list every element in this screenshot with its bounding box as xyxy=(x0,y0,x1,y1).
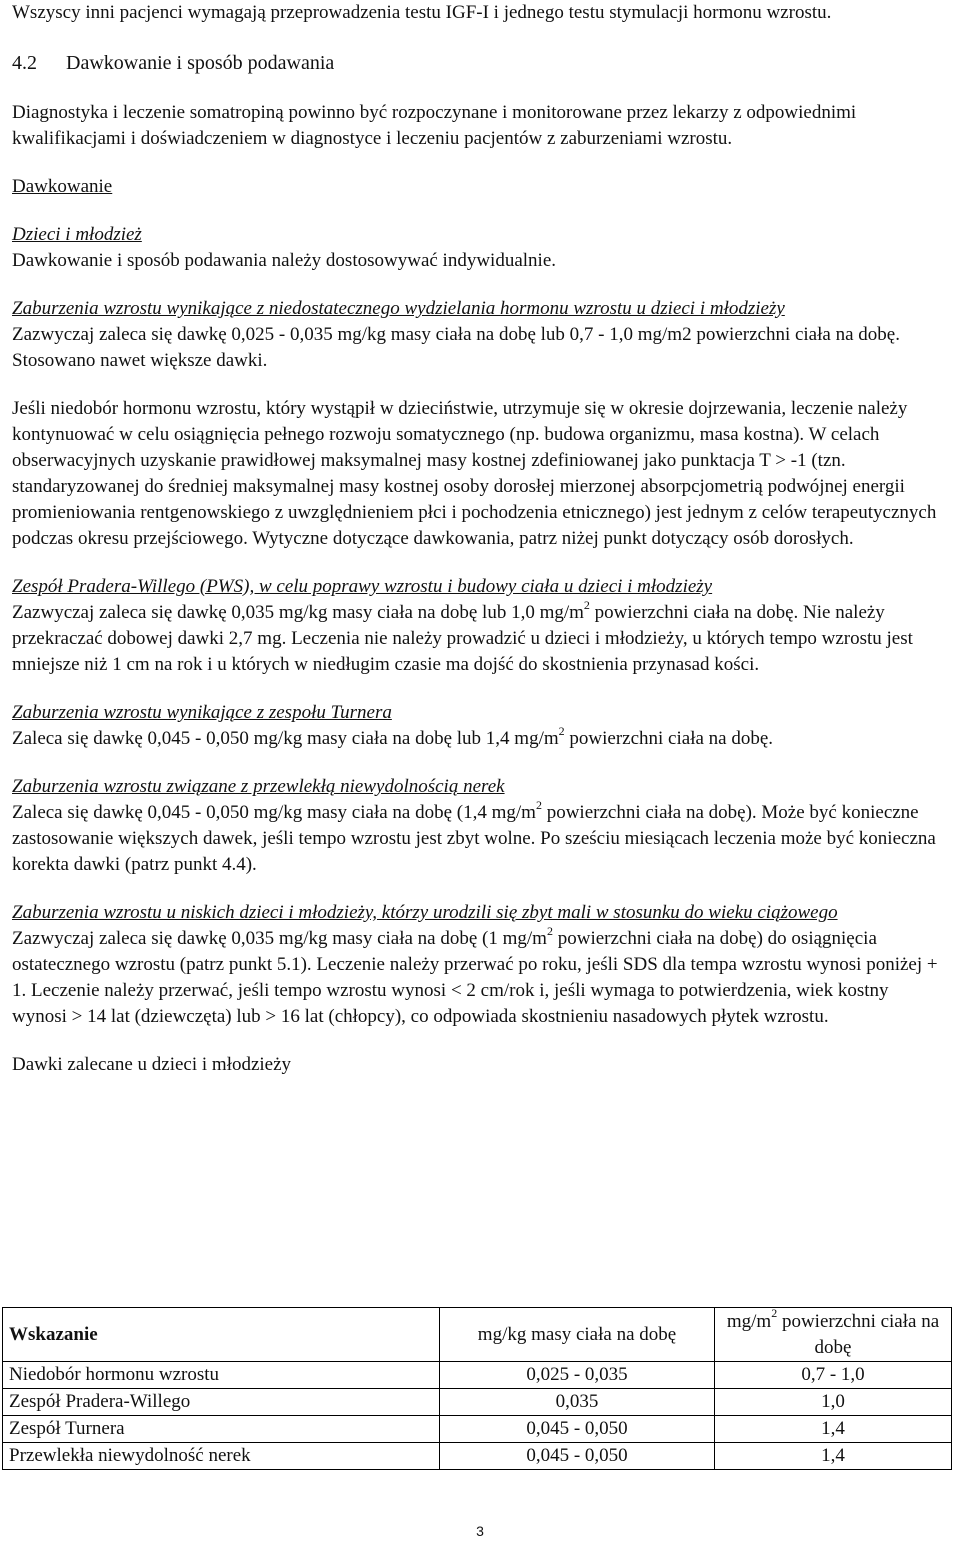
header-mgm2: $mg/m^2$ powierzchni ciała na dobę xyxy=(715,1308,952,1362)
diagnostics-paragraph: Diagnostyka i leczenie somatropiną powinno być rozpoczynane i monitorowane przez lekarzy z odpowiednimi kwalifikacjami i doświadczeniem w diagnostyce i leczeniu pacjentów z zaburzeniami wzrostu. xyxy=(12,102,857,149)
header-mgkg: mg/kg masy ciała na dobę xyxy=(440,1308,715,1362)
section-heading xyxy=(12,50,942,76)
page-number: 3 xyxy=(476,1523,484,1539)
intro-paragraph: Wszyscy inni pacjenci wymagają przeprowadzenia testu IGF-I i jednego testu stymulacji hormonu wzrostu. xyxy=(12,2,832,23)
transition-paragraph: Jeśli niedobór hormonu wzrostu, który wystąpił w dzieciństwie, utrzymuje się w okresie dojrzewania, leczenie należy kontynuować w celu osiągnięcia pełnego rozwoju somatycznego (np. budowa organizmu, masa kostna). W celach obserwacyjnych uzyskanie prawidłowej maksymalnej masy kostnej zdefiniowanej jako punktacja T > -1 (tzn. standaryzowanej do średniej maksymalnej masy kostnej osoby dorosłej mierzonej absorpcjometrią podwójnej energii promieniowania rentgenowskiego z uwzględnieniem płci i pochodzenia etnicznego) jest jednym z celów terapeutycznych podczas okresu przejściowego. Wytyczne dotyczące dawkowania, patrz niżej punkt dotyczący osób dorosłych. xyxy=(12,398,937,549)
table-row xyxy=(3,1362,952,1389)
ghd-heading: Zaburzenia wzrostu wynikające z niedostatecznego wydzielania hormonu wzrostu u dzieci i młodzieży xyxy=(12,298,785,319)
children-text: Dawkowanie i sposób podawania należy dostosowywać indywidualnie. xyxy=(12,250,557,271)
section-number: 4.2 xyxy=(12,52,37,74)
sga-heading: Zaburzenia wzrostu u niskich dzieci i młodzieży, którzy urodzili się zbyt mali w stosunku do wieku ciążowego xyxy=(12,902,838,923)
pws-heading: Zespół Pradera-Willego (PWS), w celu poprawy wzrostu i budowy ciała u dzieci i młodzieży xyxy=(12,576,713,597)
table-row xyxy=(3,1416,952,1443)
cell-mgm2: 1,0 xyxy=(715,1389,952,1416)
cell-mgm2: 0,7 - 1,0 xyxy=(715,1362,952,1389)
turner-text: Zaleca się dawkę 0,045 - 0,050 mg/kg masy ciała na dobę lub 1,4 $mg/m^2$ powierzchni ciała na dobę. xyxy=(12,723,774,749)
table-header-row xyxy=(3,1308,952,1362)
cell-mgm2: 1,4 xyxy=(715,1443,952,1470)
section-title: Dawkowanie i sposób podawania xyxy=(66,52,335,74)
ghd-text: Zazwyczaj zaleca się dawkę 0,025 - 0,035 mg/kg masy ciała na dobę lub 0,7 - 1,0 mg/m2 powierzchni ciała na dobę. Stosowano nawet większe dawki. xyxy=(12,324,900,371)
renal-text: Zaleca się dawkę 0,045 - 0,050 mg/kg masy ciała na dobę (1,4 $mg/m^2$ powierzchni ciała na dobę). Może być konieczne zastosowanie większych dawek, jeśli tempo wzrostu jest zbyt wolne. Po sześciu miesiącach leczenia może być konieczna korekta dawki (patrz punkt 4.4). xyxy=(12,797,936,875)
table-row xyxy=(3,1443,952,1470)
pws-text: Zazwyczaj zaleca się dawkę 0,035 mg/kg masy ciała na dobę lub 1,0 $mg/m^2$ powierzchni ciała na dobę. Nie należy przekraczać dobowej dawki 2,7 mg. Leczenia nie należy prowadzić u dzieci i młodzieży, u których tempo wzrostu jest mniejsze niż 1 cm na rok i u których w niedługim czasie ma dojść do skostnienia przynasad kości. xyxy=(12,597,913,675)
table-row xyxy=(3,1389,952,1416)
cell-indication: Przewlekła niewydolność nerek xyxy=(3,1443,440,1470)
cell-indication: Zespół Pradera-Willego xyxy=(3,1389,440,1416)
document-page xyxy=(12,0,942,1078)
dosage-table xyxy=(2,1307,952,1470)
cell-mgkg: 0,045 - 0,050 xyxy=(440,1416,715,1443)
cell-mgkg: 0,035 xyxy=(440,1389,715,1416)
cell-mgkg: 0,045 - 0,050 xyxy=(440,1443,715,1470)
cell-mgkg: 0,025 - 0,035 xyxy=(440,1362,715,1389)
turner-heading: Zaburzenia wzrostu wynikające z zespołu Turnera xyxy=(12,702,392,723)
renal-heading: Zaburzenia wzrostu związane z przewlekłą niewydolnością nerek xyxy=(12,776,505,797)
table-caption: Dawki zalecane u dzieci i młodzieży xyxy=(12,1054,292,1075)
header-indication: Wskazanie xyxy=(3,1308,440,1362)
cell-mgm2: 1,4 xyxy=(715,1416,952,1443)
cell-indication: Zespół Turnera xyxy=(3,1416,440,1443)
dosage-heading: Dawkowanie xyxy=(12,176,113,197)
cell-indication: Niedobór hormonu wzrostu xyxy=(3,1362,440,1389)
sga-text: Zazwyczaj zaleca się dawkę 0,035 mg/kg masy ciała na dobę (1 $mg/m^2$ powierzchni ciała na dobę) do osiągnięcia ostatecznego wzrostu (patrz punkt 5.1). Leczenie należy przerwać po roku, jeśli SDS dla tempa wzrostu wynosi poniżej + 1. Leczenie należy przerwać, jeśli tempo wzrostu wynosi < 2 cm/rok i, jeśli wymaga to potwierdzenia, wiek kostny wynosi > 14 lat (dziewczęta) lub > 16 lat (chłopcy), co odpowiada skostnieniu nasadowych płytek wzrostu. xyxy=(12,923,938,1027)
children-heading: Dzieci i młodzież xyxy=(12,224,142,245)
